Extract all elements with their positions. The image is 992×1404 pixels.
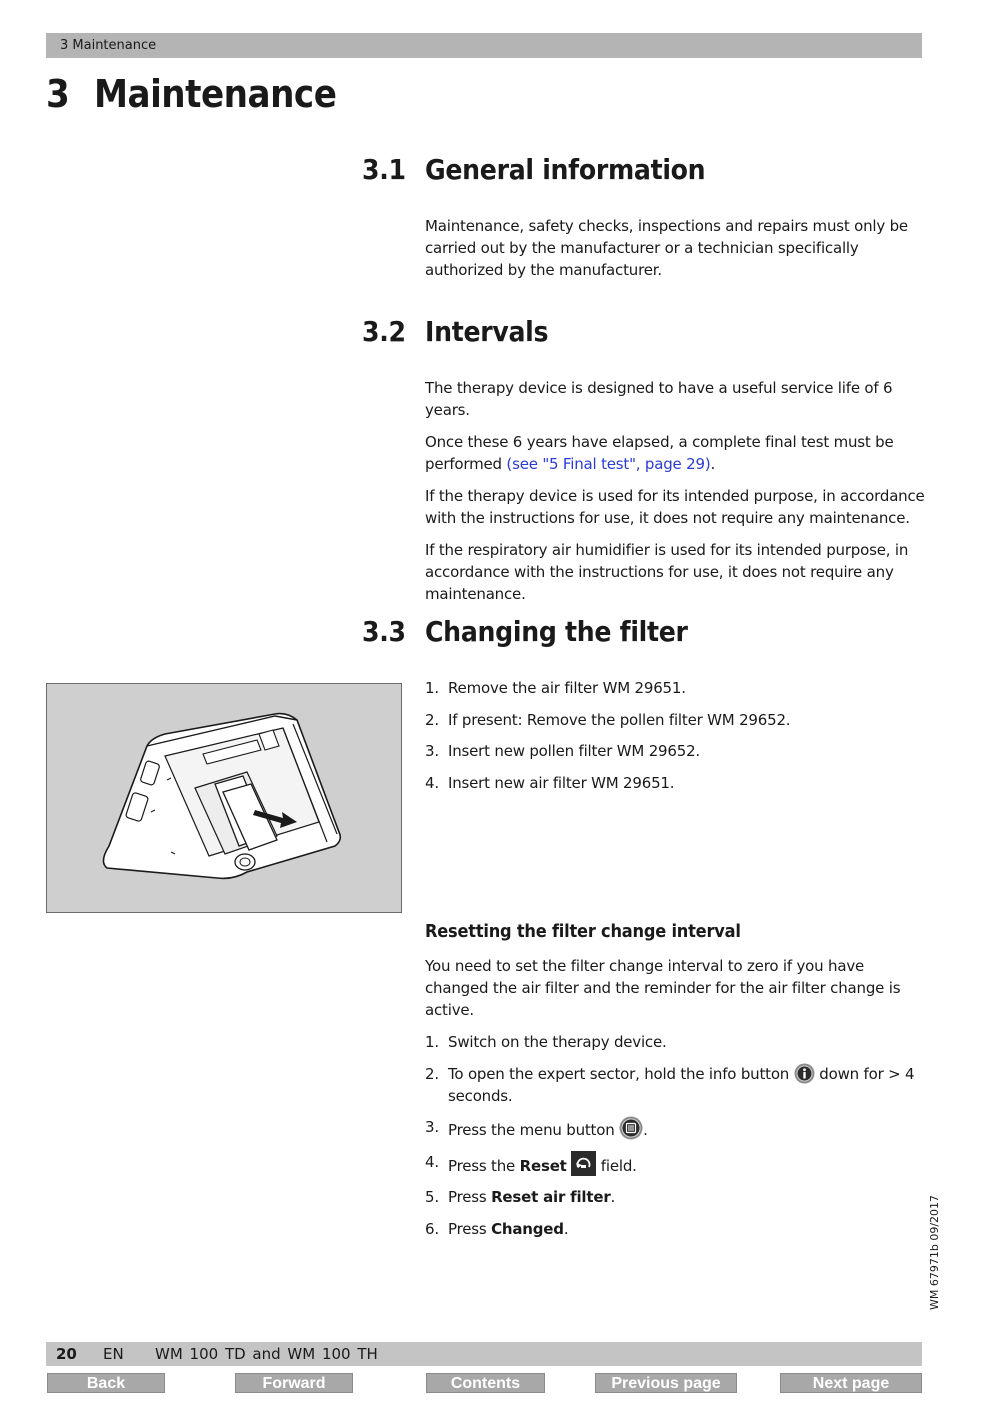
- changing-filter-steps: [425, 677, 925, 803]
- chapter-number: 3: [46, 72, 70, 116]
- reset-field-icon: [571, 1151, 596, 1176]
- general-information-body: [425, 215, 925, 291]
- section-heading-changing-filter: [362, 614, 688, 650]
- filter-change-illustration: [46, 683, 402, 913]
- running-header-title: 3 Maintenance: [60, 38, 157, 53]
- list-item: 1. Switch on the therapy device.: [425, 1033, 667, 1051]
- paragraph: Maintenance, safety checks, inspections and repairs must only be carried out by the manufacturer or a technician specifically authorized by the manufacturer.: [425, 217, 908, 279]
- section-heading-general-information: [362, 152, 705, 188]
- list-item: 5. Press Reset air filter.: [425, 1188, 616, 1206]
- language-code: EN: [103, 1345, 124, 1363]
- paragraph: You need to set the filter change interval to zero if you have changed the air filter and the reminder for the air filter change is active.: [425, 957, 901, 1019]
- section-title: General information: [425, 153, 706, 186]
- paragraph: If the respiratory air humidifier is used for its intended purpose, in accordance with the instructions for use, it does not require any maintenance.: [425, 541, 909, 603]
- next-page-button[interactable]: Next page: [780, 1373, 922, 1393]
- list-item: 4. Press the Reset field.: [425, 1152, 637, 1175]
- section-title: Intervals: [425, 315, 549, 348]
- previous-page-button[interactable]: Previous page: [595, 1373, 737, 1393]
- list-item: 2. To open the expert sector, hold the info button down for > 4 seconds.: [425, 1064, 915, 1105]
- list-item: 6. Press Changed.: [425, 1219, 569, 1238]
- list-item: 3. Insert new pollen filter WM 29652.: [425, 742, 700, 760]
- section-title: Changing the filter: [425, 615, 688, 648]
- running-header: [46, 33, 922, 58]
- paragraph: The therapy device is designed to have a useful service life of 6 years.: [425, 379, 893, 419]
- back-button[interactable]: Back: [47, 1373, 165, 1393]
- list-item: 4. Insert new air filter WM 29651.: [425, 773, 675, 792]
- contents-button[interactable]: Contents: [426, 1373, 545, 1393]
- paragraph: Once these 6 years have elapsed, a complete final test must be performed (see "5 Final test", page 29).: [425, 433, 894, 473]
- reset-interval-body: [425, 955, 925, 1249]
- section-heading-intervals: [362, 314, 548, 350]
- document-code: WM 67971b 09/2017: [928, 1194, 941, 1310]
- section-number: 3.1: [362, 153, 406, 186]
- menu-button-icon: [619, 1116, 643, 1140]
- list-item: 1. Remove the air filter WM 29651.: [425, 679, 686, 697]
- intervals-body: [425, 377, 925, 615]
- chapter-title-text: Maintenance: [94, 72, 337, 116]
- info-button-icon: [794, 1063, 815, 1084]
- footer-bar: [46, 1342, 922, 1366]
- list-item: 3. Press the menu button .: [425, 1118, 648, 1139]
- chapter-title: [46, 68, 336, 120]
- reset-interval-heading: Resetting the filter change interval: [425, 921, 741, 942]
- section-number: 3.2: [362, 315, 406, 348]
- section-number: 3.3: [362, 615, 406, 648]
- page-number: 20: [56, 1345, 77, 1363]
- list-item: 2. If present: Remove the pollen filter WM 29652.: [425, 710, 791, 729]
- therapy-device-illustration: [47, 684, 401, 912]
- forward-button[interactable]: Forward: [235, 1373, 353, 1393]
- paragraph: If the therapy device is used for its intended purpose, in accordance with the instructions for use, it does not require any maintenance.: [425, 487, 925, 527]
- final-test-link[interactable]: (see "5 Final test", page 29): [506, 455, 711, 473]
- product-name: WM 100 TD and WM 100 TH: [155, 1345, 378, 1363]
